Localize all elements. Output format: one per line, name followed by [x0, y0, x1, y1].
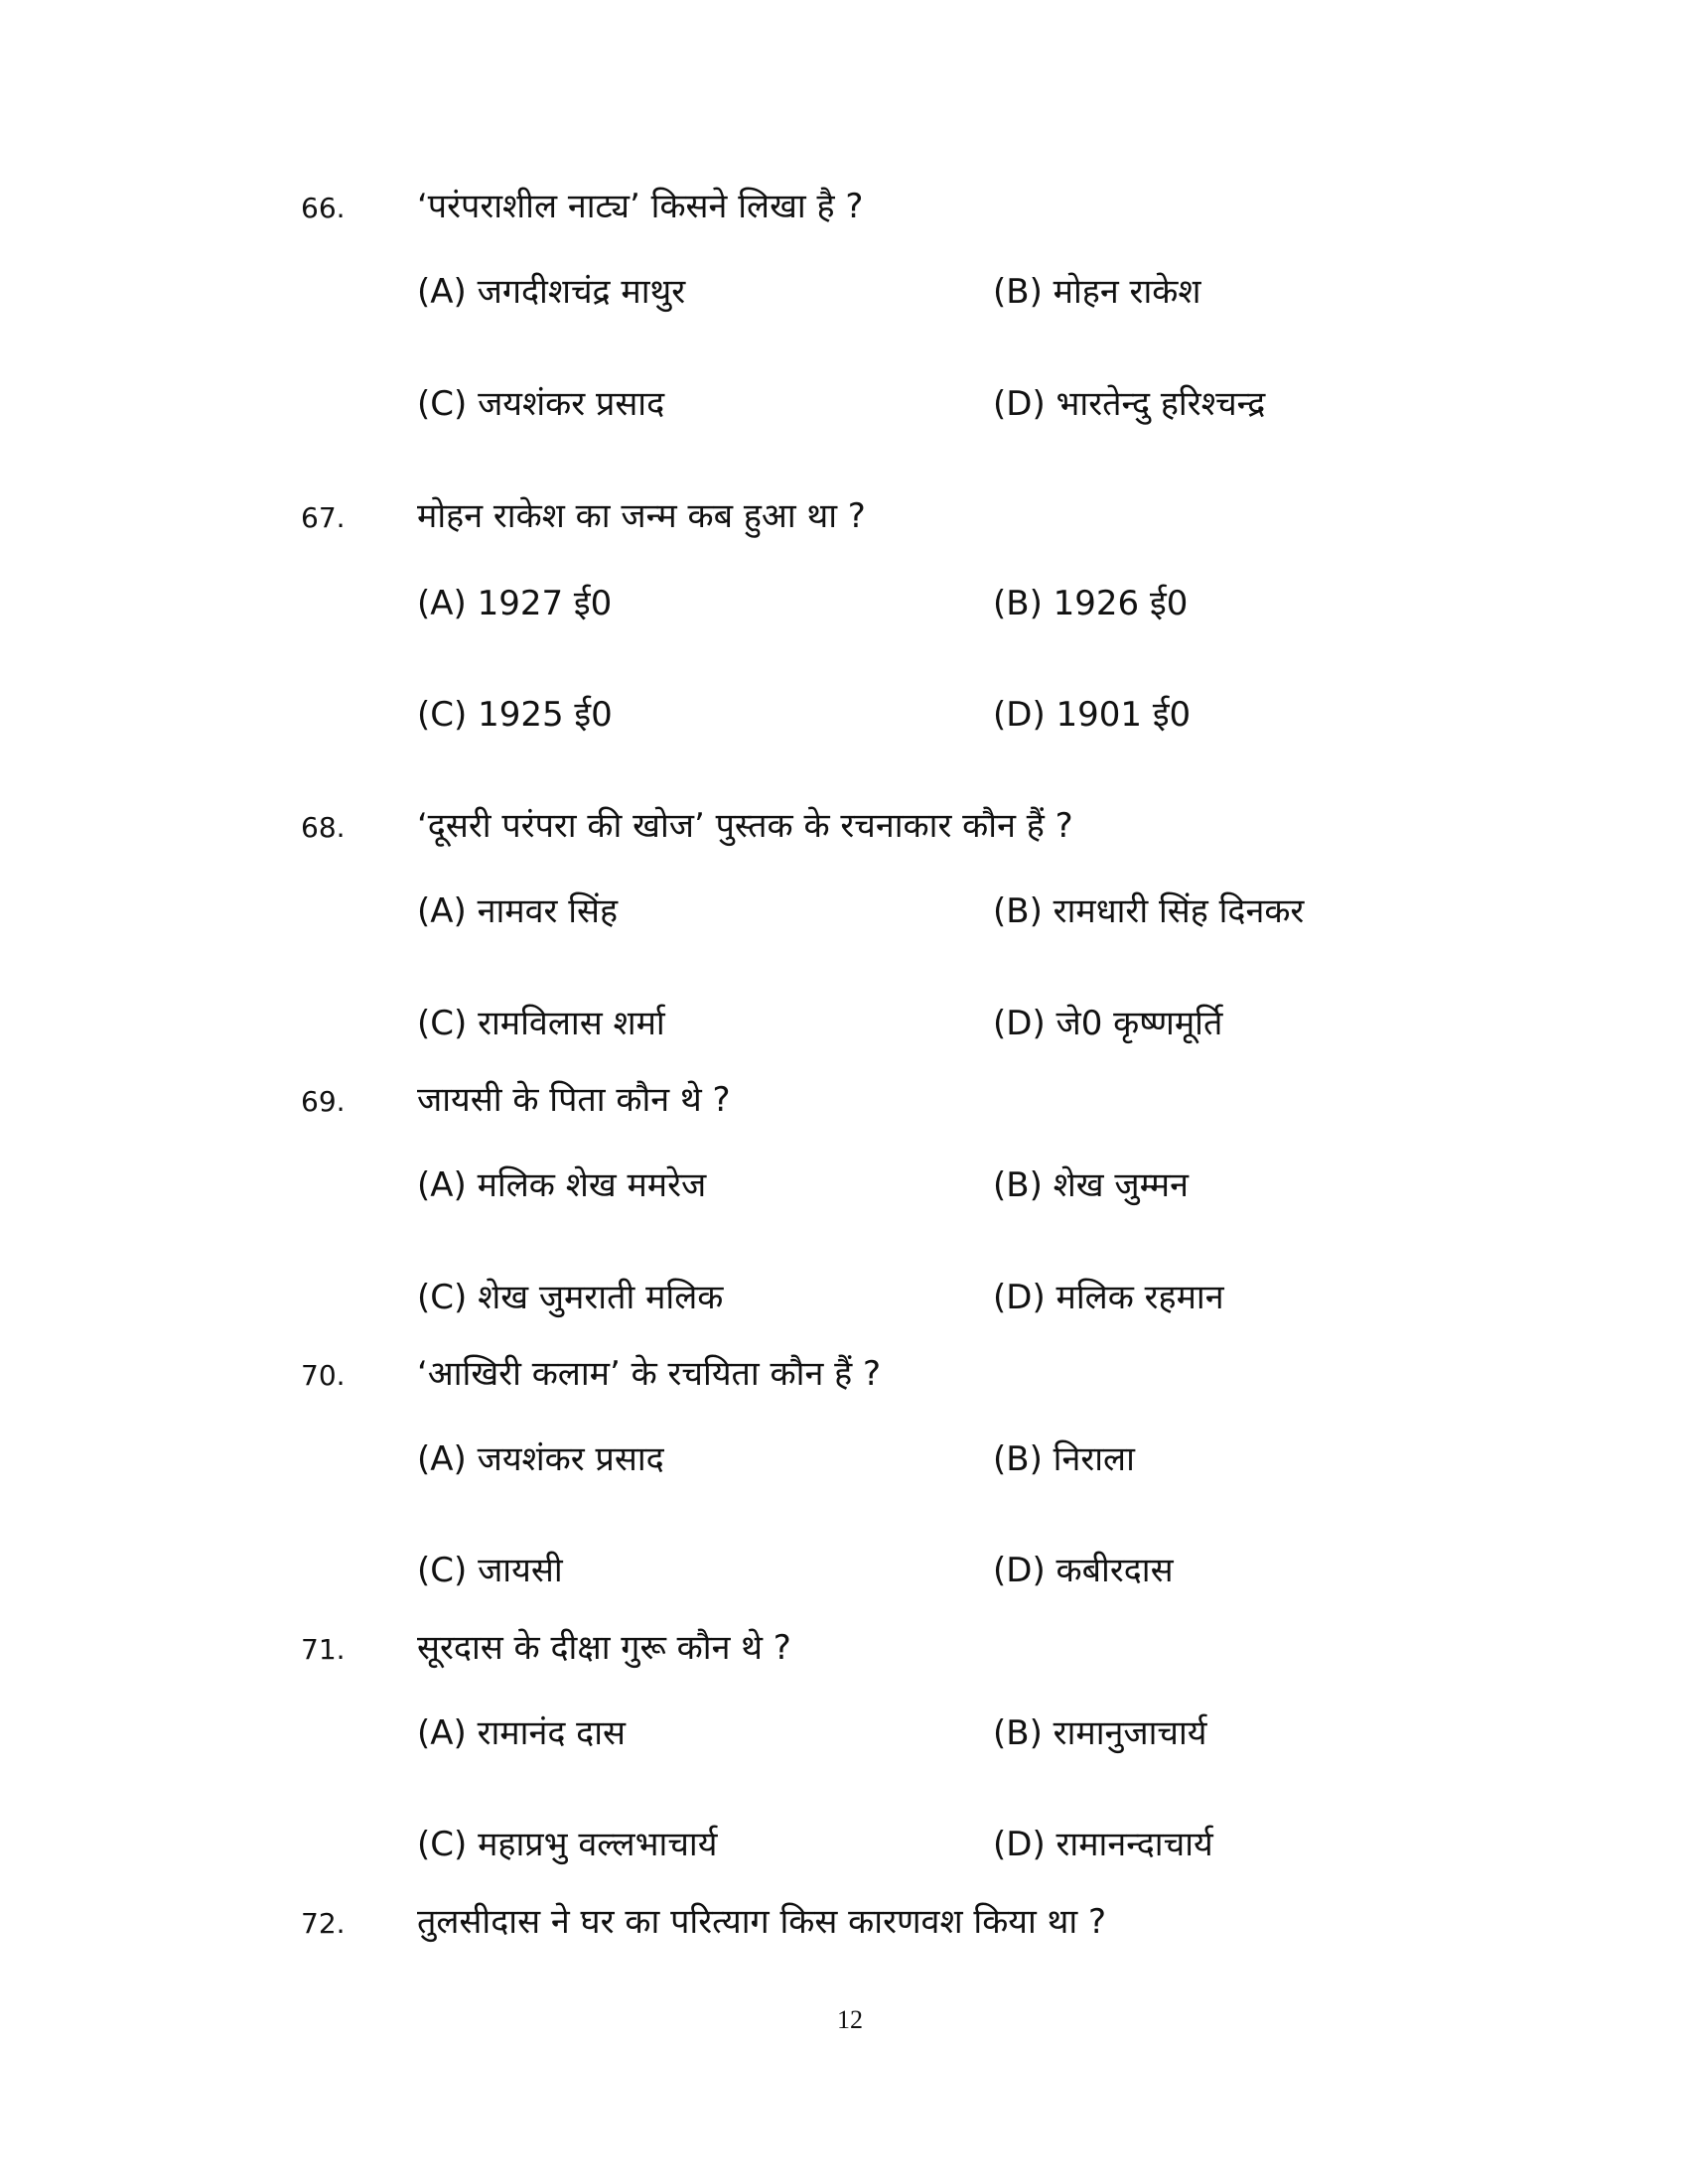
question-number: 70.	[301, 1359, 346, 1392]
option-d: (D) भारतेन्दु हरिश्चन्द्र	[993, 384, 1266, 424]
question-number: 71.	[301, 1633, 346, 1666]
option-a: (A) रामानंद दास	[417, 1713, 627, 1753]
question-text: ‘दूसरी परंपरा की खोज’ पुस्तक के रचनाकार कौन हैं ?	[417, 806, 1073, 846]
option-a: (A) जगदीशचंद्र माथुर	[417, 272, 686, 312]
question-number: 67.	[301, 501, 346, 534]
option-a: (A) मलिक शेख ममरेज	[417, 1165, 707, 1205]
option-b: (B) रामानुजाचार्य	[993, 1713, 1207, 1753]
option-b: (B) 1926 ई0	[993, 584, 1189, 623]
question-text: ‘आखिरी कलाम’ के रचयिता कौन हैं ?	[417, 1354, 882, 1394]
option-c: (C) महाप्रभु वल्लभाचार्य	[417, 1825, 718, 1864]
option-b: (B) शेख जुम्मन	[993, 1165, 1189, 1205]
page-number: 12	[837, 2005, 863, 2034]
option-a: (A) नामवर सिंह	[417, 891, 619, 931]
question-number: 66.	[301, 192, 346, 224]
question-number: 68.	[301, 811, 346, 844]
option-c: (C) 1925 ई0	[417, 695, 613, 735]
question-number: 72.	[301, 1907, 346, 1940]
question-text: जायसी के पिता कौन थे ?	[417, 1080, 731, 1120]
option-d: (D) 1901 ई0	[993, 695, 1192, 735]
question-text: तुलसीदास ने घर का परित्याग किस कारणवश किया था ?	[417, 1902, 1107, 1942]
option-d: (D) रामानन्दाचार्य	[993, 1825, 1213, 1864]
option-d: (D) कबीरदास	[993, 1551, 1174, 1590]
option-b: (B) रामधारी सिंह दिनकर	[993, 891, 1305, 931]
question-number: 69.	[301, 1085, 346, 1118]
question-text: सूरदास के दीक्षा गुरू कौन थे ?	[417, 1628, 791, 1668]
option-b: (B) मोहन राकेश	[993, 272, 1201, 312]
option-c: (C) शेख जुमराती मलिक	[417, 1278, 724, 1317]
option-a: (A) जयशंकर प्रसाद	[417, 1439, 664, 1479]
option-c: (C) रामविलास शर्मा	[417, 1004, 665, 1043]
option-c: (C) जयशंकर प्रसाद	[417, 384, 665, 424]
option-c: (C) जायसी	[417, 1551, 563, 1590]
option-a: (A) 1927 ई0	[417, 584, 613, 623]
option-d: (D) मलिक रहमान	[993, 1278, 1224, 1317]
option-d: (D) जे0 कृष्णमूर्ति	[993, 1004, 1223, 1043]
question-text: मोहन राकेश का जन्म कब हुआ था ?	[417, 496, 866, 536]
question-text: ‘परंपराशील नाट्य’ किसने लिखा है ?	[417, 187, 864, 226]
option-b: (B) निराला	[993, 1439, 1135, 1479]
